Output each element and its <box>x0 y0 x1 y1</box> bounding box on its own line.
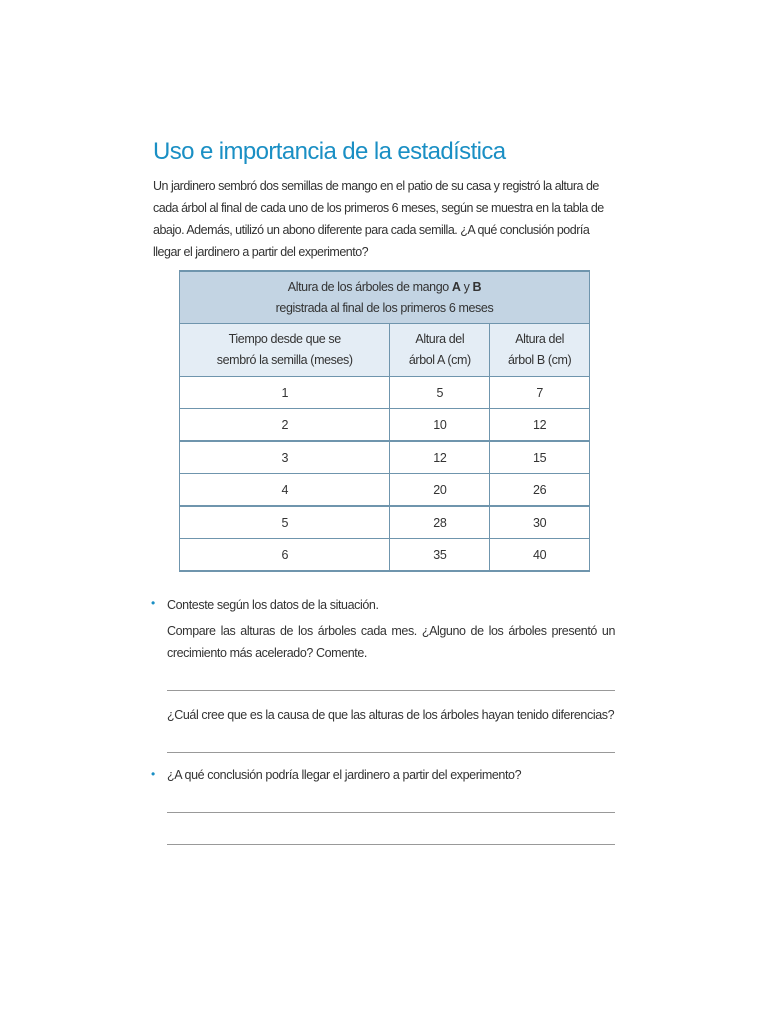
instruction-text: Conteste según los datos de la situación. <box>167 598 379 612</box>
answer-line[interactable] <box>167 844 615 845</box>
bullet-marker: • <box>151 767 156 781</box>
cell-height-a: 35 <box>390 539 490 572</box>
header-b-line2: árbol B (cm) <box>507 353 572 367</box>
cell-height-a: 5 <box>390 377 490 409</box>
cell-month: 3 <box>180 441 390 474</box>
table-row <box>180 539 590 572</box>
caption-conj: y <box>460 279 473 294</box>
cell-height-a: 20 <box>390 474 490 507</box>
cell-height-a: 10 <box>390 409 490 442</box>
table-row <box>180 474 590 507</box>
answer-line[interactable] <box>167 752 615 753</box>
question-conclusion: ¿A qué conclusión podría llegar el jardinero a partir del experimento? <box>167 768 522 782</box>
caption-tree-b: B <box>472 279 482 294</box>
table-row <box>180 377 590 409</box>
mango-heights-table <box>179 270 590 572</box>
intro-paragraph: Un jardinero sembró dos semillas de mango en el patio de su casa y registró la altura de cada árbol al final de cada uno de los primeros 6 meses, según se muestra en la tabla de abajo. Además, utilizó un abono diferente para cada semilla. ¿A qué conclusión podría llegar el jardinero a partir del experimento? <box>153 179 604 259</box>
question-cause: ¿Cuál cree que es la causa de que las alturas de los árboles hayan tenido diferencias? <box>167 708 615 722</box>
answer-line[interactable] <box>167 690 615 691</box>
table-row <box>180 441 590 474</box>
header-time-line1: Tiempo desde que se <box>228 332 341 346</box>
cell-height-a: 12 <box>390 441 490 474</box>
cell-month: 6 <box>180 539 390 572</box>
cell-month: 2 <box>180 409 390 442</box>
caption-prefix: Altura de los árboles de mango <box>287 279 452 294</box>
header-time-line2: sembró la semilla (meses) <box>216 353 353 367</box>
header-a-line1: Altura del <box>415 332 465 346</box>
table-caption <box>180 271 590 324</box>
cell-height-b: 15 <box>490 441 590 474</box>
cell-month: 1 <box>180 377 390 409</box>
bullet-marker: • <box>151 596 156 610</box>
cell-height-a: 28 <box>390 506 490 539</box>
header-tree-b <box>490 324 590 377</box>
header-tree-a <box>390 324 490 377</box>
cell-month: 5 <box>180 506 390 539</box>
caption-line2: registrada al final de los primeros 6 meses <box>275 300 494 315</box>
cell-height-b: 30 <box>490 506 590 539</box>
cell-month: 4 <box>180 474 390 507</box>
header-b-line1: Altura del <box>515 332 564 346</box>
cell-height-b: 26 <box>490 474 590 507</box>
question-compare: Compare las alturas de los árboles cada mes. ¿Alguno de los árboles presentó un crecimiento más acelerado? Comente. <box>167 624 615 660</box>
table-row <box>180 409 590 442</box>
table-row <box>180 506 590 539</box>
header-a-line2: árbol A (cm) <box>408 353 471 367</box>
header-time <box>180 324 390 377</box>
page-title: Uso e importancia de la estadística <box>153 138 506 165</box>
cell-height-b: 12 <box>490 409 590 442</box>
answer-line[interactable] <box>167 812 615 813</box>
cell-height-b: 40 <box>490 539 590 572</box>
caption-tree-a: A <box>451 279 461 294</box>
cell-height-b: 7 <box>490 377 590 409</box>
